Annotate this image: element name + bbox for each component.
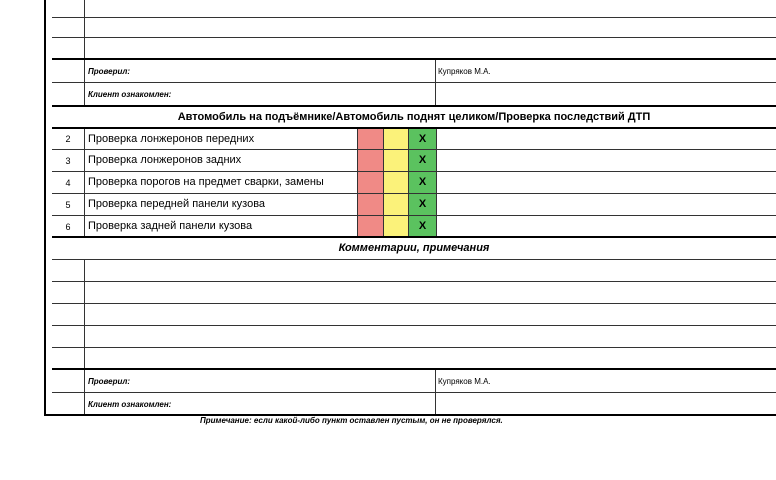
status-green-cell[interactable]: X: [408, 129, 437, 149]
section-title: Автомобиль на подъёмнике/Автомобиль поднят целиком/Проверка последствий ДТП: [177, 111, 651, 123]
status-red-cell[interactable]: [357, 150, 384, 171]
checklist-row: [52, 172, 776, 194]
status-green-cell[interactable]: X: [408, 172, 437, 193]
checked-by-row: [52, 60, 776, 83]
status-red-cell[interactable]: [357, 216, 384, 236]
comment-row[interactable]: [52, 348, 776, 370]
row-number: 5: [65, 200, 71, 210]
row-number: 4: [65, 178, 71, 188]
client-acknowledged-row: [52, 83, 776, 107]
check-item-text: Проверка лонжеронов задних: [88, 154, 242, 166]
checked-by-label: Проверил:: [88, 377, 131, 386]
status-green-cell[interactable]: X: [408, 216, 437, 236]
status-yellow-cell[interactable]: [383, 216, 409, 236]
checklist-row: [52, 216, 776, 238]
footnote: Примечание: если какой-либо пункт оставлен пустым, он не проверялся.: [200, 416, 503, 425]
status-green-cell[interactable]: X: [408, 150, 437, 171]
status-yellow-cell[interactable]: [383, 194, 409, 215]
comments-header-row: [52, 238, 776, 260]
comments-title: Комментарии, примечания: [338, 242, 490, 254]
check-item-text: Проверка передней панели кузова: [88, 198, 266, 210]
section-header-row: [52, 107, 776, 129]
status-red-cell[interactable]: [357, 129, 384, 149]
status-red-cell[interactable]: [357, 194, 384, 215]
empty-row: [52, 38, 776, 60]
comment-row[interactable]: [52, 260, 776, 282]
checked-by-label: Проверил:: [88, 67, 131, 76]
client-acknowledged-row: [52, 393, 776, 415]
checked-by-row: [52, 370, 776, 393]
comment-row[interactable]: [52, 326, 776, 348]
status-green-cell[interactable]: X: [408, 194, 437, 215]
empty-row: [52, 18, 776, 38]
status-yellow-cell[interactable]: [383, 172, 409, 193]
comment-row[interactable]: [52, 282, 776, 304]
status-yellow-cell[interactable]: [383, 150, 409, 171]
comment-row[interactable]: [52, 304, 776, 326]
checklist-row: [52, 129, 776, 150]
row-number: 2: [65, 134, 71, 144]
empty-row: [52, 0, 776, 18]
check-item-text: Проверка задней панели кузова: [88, 220, 253, 232]
status-yellow-cell[interactable]: [383, 129, 409, 149]
checked-by-name: Купряков М.А.: [438, 377, 491, 386]
checklist-row: [52, 150, 776, 172]
row-number: 3: [65, 156, 71, 166]
check-item-text: Проверка лонжеронов передних: [88, 133, 255, 145]
row-number: 6: [65, 222, 71, 232]
status-red-cell[interactable]: [357, 172, 384, 193]
client-acknowledged-label: Клиент ознакомлен:: [88, 90, 172, 99]
client-acknowledged-label: Клиент ознакомлен:: [88, 400, 172, 409]
checklist-row: [52, 194, 776, 216]
form-left-border: [44, 0, 46, 415]
check-item-text: Проверка порогов на предмет сварки, замены: [88, 176, 324, 188]
checked-by-name: Купряков М.А.: [438, 67, 491, 76]
